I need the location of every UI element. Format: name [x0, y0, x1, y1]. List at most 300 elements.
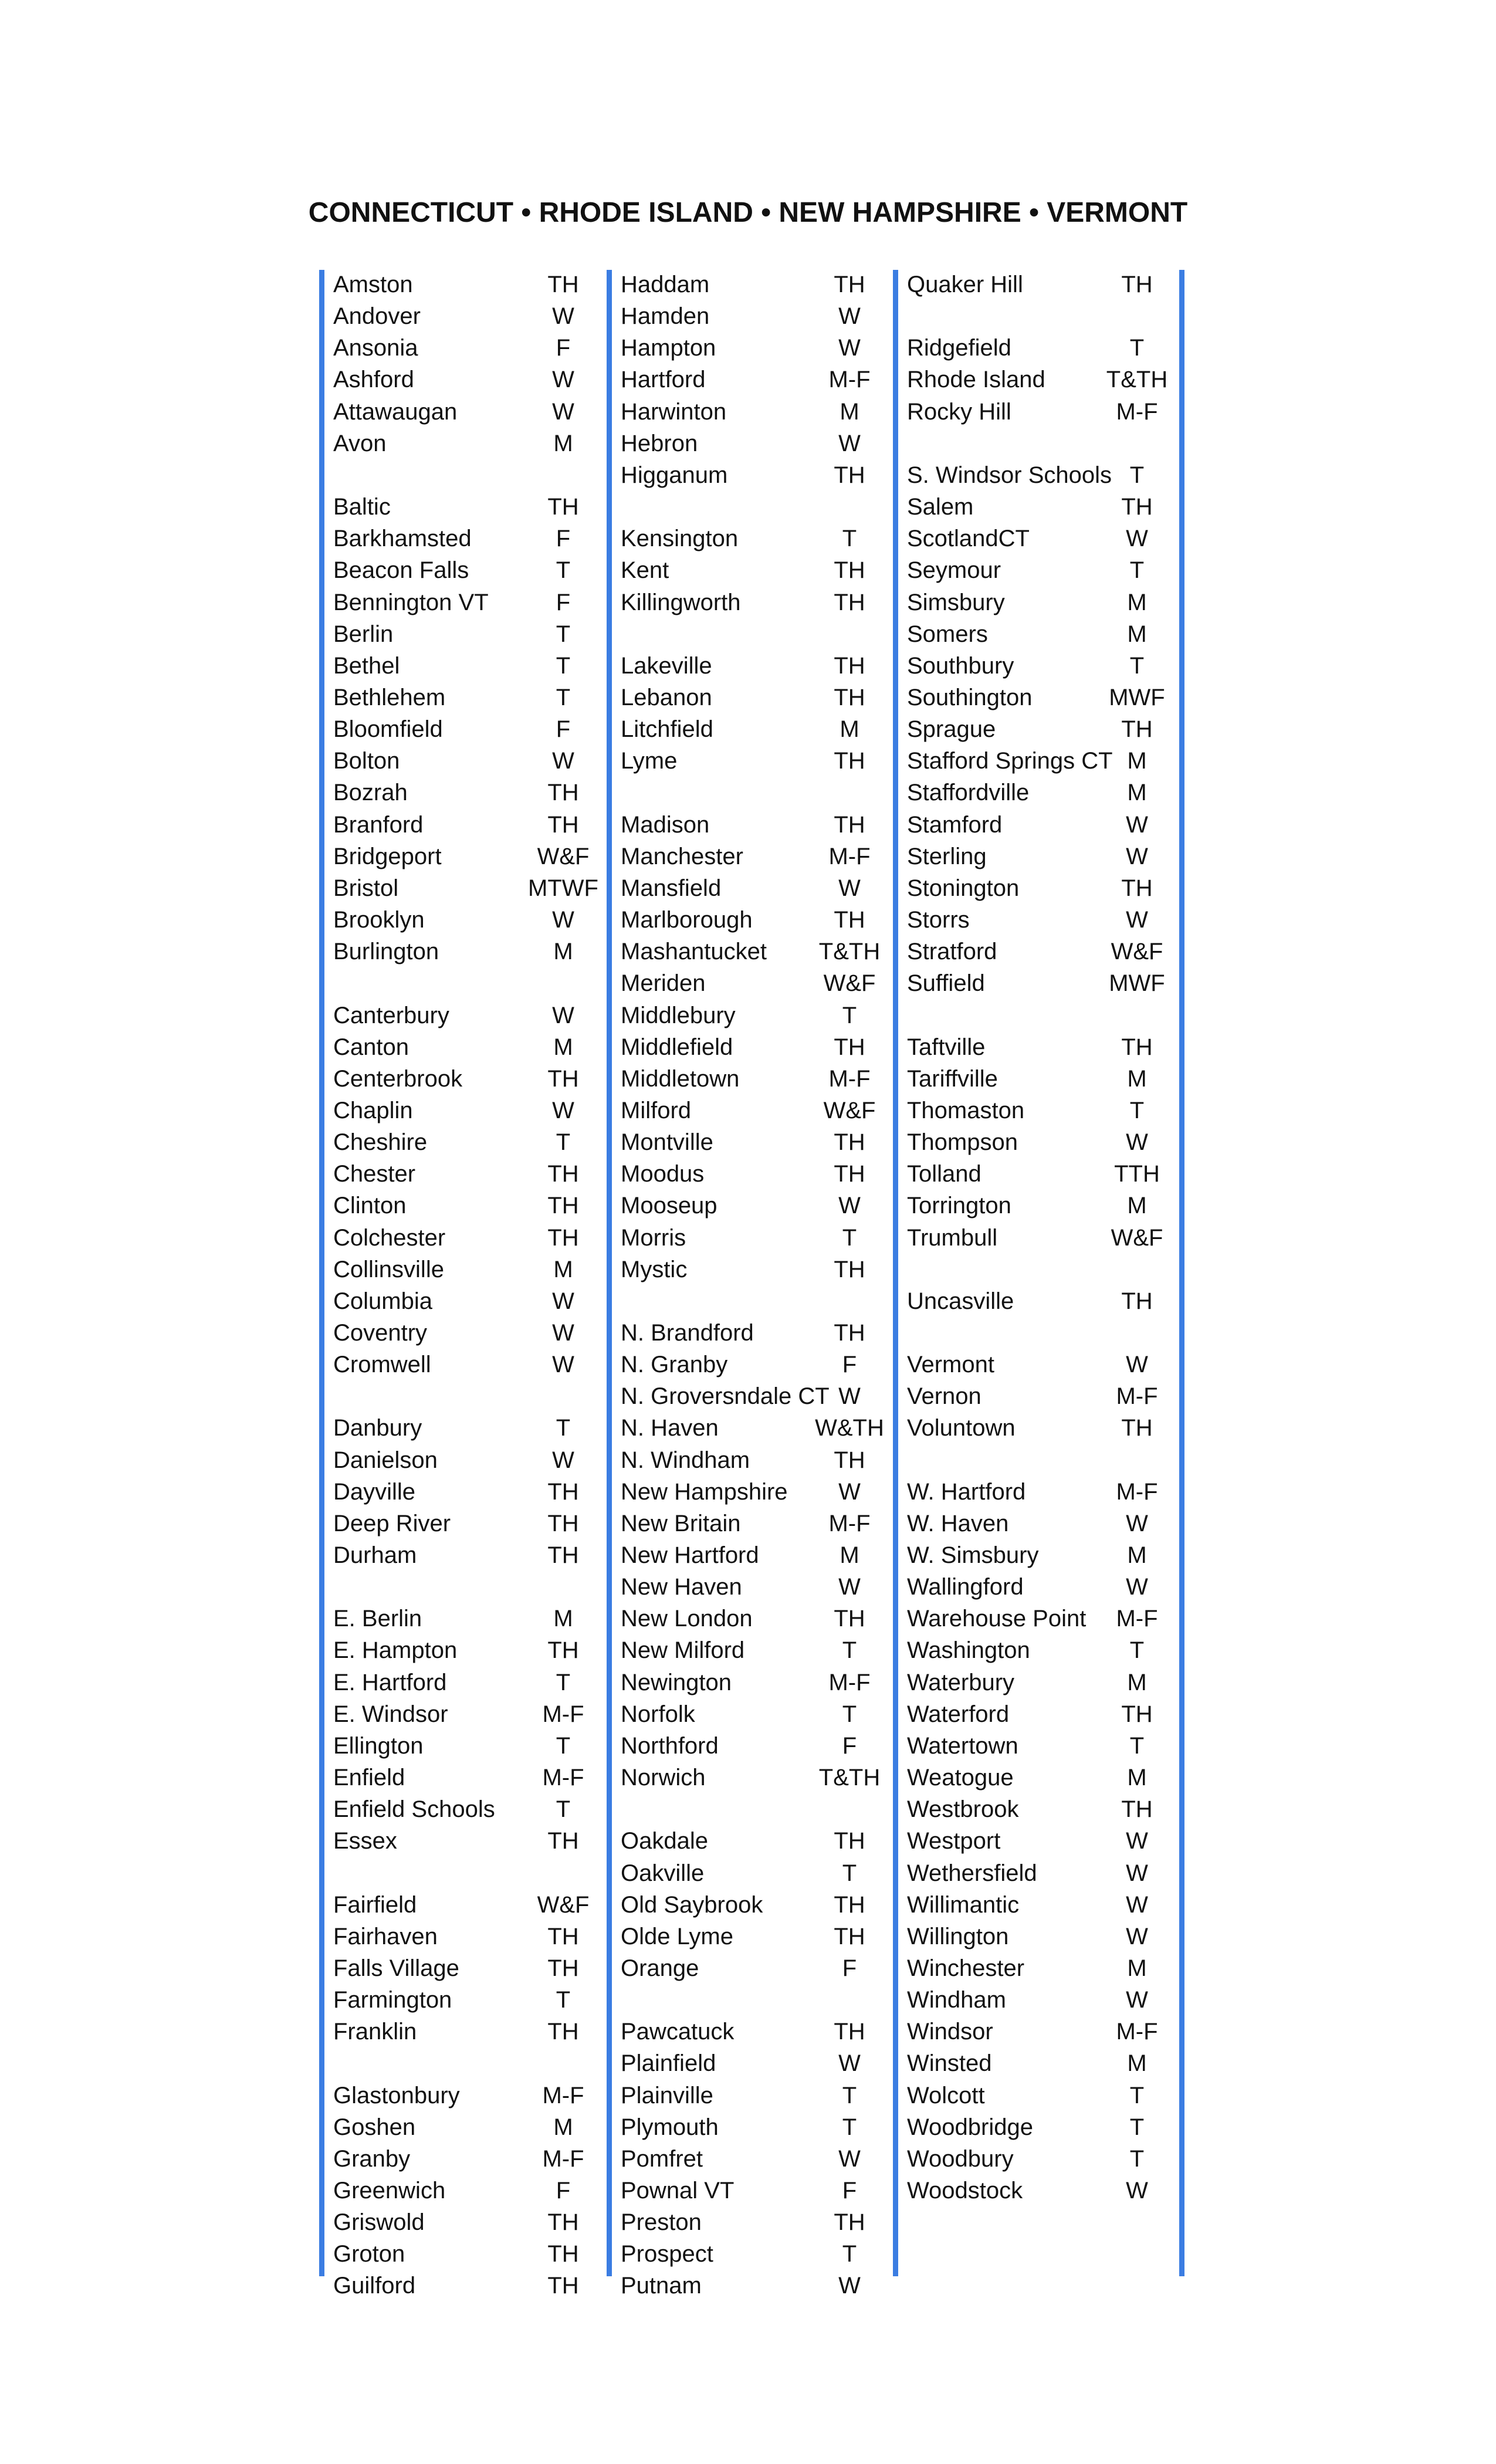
list-spacer: [907, 1254, 1171, 1285]
list-spacer: [621, 1793, 885, 1825]
list-item: [333, 1698, 597, 1730]
service-days: TTH: [1114, 1161, 1160, 1187]
service-days: TH: [834, 1129, 865, 1155]
list-item: [333, 1539, 597, 1571]
town-name: Marlborough: [621, 907, 753, 933]
service-days: W: [552, 1097, 574, 1123]
list-item: [621, 300, 885, 332]
service-days: W: [838, 2145, 861, 2172]
town-column-3: [907, 269, 1171, 2275]
service-days: W&F: [537, 843, 590, 869]
service-days: TH: [834, 1891, 865, 1918]
service-days: T: [842, 1002, 857, 1028]
list-item: [621, 2206, 885, 2238]
town-name: Cromwell: [333, 1352, 431, 1378]
service-days: T: [1129, 2145, 1145, 2172]
town-name: Columbia: [333, 1288, 432, 1314]
service-days: TH: [547, 1065, 579, 1092]
service-days: T: [556, 1796, 571, 1823]
town-name: Westbrook: [907, 1796, 1019, 1823]
list-item: [621, 713, 885, 745]
service-days: W: [552, 1288, 574, 1314]
service-days: W: [838, 1193, 861, 1219]
service-days: W: [1126, 1510, 1148, 1536]
service-days: TH: [834, 589, 865, 615]
town-name: Falls Village: [333, 1955, 459, 1981]
list-item: [621, 1667, 885, 1698]
list-item: [621, 364, 885, 395]
town-name: Coventry: [333, 1320, 428, 1346]
town-name: E. Windsor: [333, 1701, 448, 1727]
town-name: Oakville: [621, 1860, 705, 1886]
service-days: TH: [834, 462, 865, 488]
town-name: Kensington: [621, 526, 739, 552]
town-name: Enfield Schools: [333, 1796, 495, 1823]
list-item: [333, 1762, 597, 1793]
town-name: Tolland: [907, 1161, 981, 1187]
town-name: Olde Lyme: [621, 1923, 733, 1949]
list-item: [333, 269, 597, 300]
list-item: [333, 1349, 597, 1380]
town-name: Colchester: [333, 1224, 446, 1251]
town-name: Washington: [907, 1637, 1030, 1664]
town-name: Old Saybrook: [621, 1891, 763, 1918]
service-days: M: [1127, 621, 1147, 647]
service-days: TH: [547, 1637, 579, 1664]
service-days: TH: [547, 1161, 579, 1187]
service-days: W: [1126, 1352, 1148, 1378]
service-days: W: [552, 1352, 574, 1378]
list-item: [621, 1031, 885, 1063]
town-name: Pownal VT: [621, 2178, 735, 2204]
list-item: [621, 2143, 885, 2175]
list-spacer: [621, 777, 885, 808]
list-item: [333, 777, 597, 808]
list-item: [621, 1825, 885, 1857]
town-name: Bloomfield: [333, 716, 443, 743]
service-days: M-F: [542, 1765, 584, 1791]
list-item: [621, 1603, 885, 1634]
town-name: Vermont: [907, 1352, 994, 1378]
service-days: W: [552, 907, 574, 933]
list-spacer: [333, 1571, 597, 1603]
service-days: TH: [834, 1256, 865, 1282]
service-days: TH: [547, 2241, 579, 2267]
service-days: T: [1129, 652, 1145, 679]
list-item: [333, 1476, 597, 1508]
service-days: TH: [547, 811, 579, 838]
town-name: Mashantucket: [621, 939, 767, 965]
list-item: [621, 1158, 885, 1190]
town-name: Greenwich: [333, 2178, 446, 2204]
list-spacer: [907, 428, 1171, 459]
list-item: [333, 396, 597, 428]
town-name: Preston: [621, 2209, 702, 2236]
service-days: TH: [834, 557, 865, 584]
service-days: M-F: [1116, 1478, 1158, 1505]
service-days: W: [552, 1002, 574, 1028]
town-name: Norfolk: [621, 1701, 695, 1727]
service-days: W: [838, 875, 861, 901]
service-days: T: [1129, 1637, 1145, 1664]
list-item: [333, 2238, 597, 2270]
service-days: TH: [547, 272, 579, 297]
town-name: Vernon: [907, 1383, 981, 1410]
service-days: M-F: [828, 367, 871, 393]
list-item: [907, 459, 1171, 491]
town-name: Plymouth: [621, 2114, 719, 2140]
list-item: [621, 1126, 885, 1158]
town-name: E. Berlin: [333, 1606, 422, 1632]
service-days: TH: [1121, 1288, 1153, 1314]
town-name: Canton: [333, 1034, 409, 1060]
service-days: TH: [547, 494, 579, 520]
list-item: [621, 1095, 885, 1126]
service-days: W: [552, 1447, 574, 1473]
list-item: [907, 364, 1171, 395]
town-name: Milford: [621, 1097, 692, 1123]
service-days: W: [1126, 1860, 1148, 1886]
town-name: Orange: [621, 1955, 699, 1981]
service-days: T: [556, 557, 571, 584]
service-days: T&TH: [1106, 367, 1168, 393]
list-item: [907, 872, 1171, 904]
town-name: Trumbull: [907, 1224, 998, 1251]
page-title: CONNECTICUT • RHODE ISLAND • NEW HAMPSHIRE • VERMONT: [308, 197, 1188, 228]
service-days: T: [1129, 2082, 1145, 2108]
town-name: Staffordville: [907, 780, 1030, 806]
town-name: Glastonbury: [333, 2082, 460, 2108]
town-name: Manchester: [621, 843, 743, 869]
service-days: M: [840, 398, 859, 425]
list-item: [333, 2111, 597, 2143]
service-days: T: [556, 1415, 571, 1441]
town-name: Brooklyn: [333, 907, 425, 933]
town-name: Stonington: [907, 875, 1020, 901]
town-name: Wolcott: [907, 2082, 985, 2108]
list-item: [907, 2111, 1171, 2143]
list-item: [333, 2175, 597, 2206]
town-name: Branford: [333, 811, 424, 838]
list-item: [333, 1000, 597, 1031]
list-item: [907, 1539, 1171, 1571]
town-name: Granby: [333, 2145, 411, 2172]
service-days: M-F: [828, 1065, 871, 1092]
service-days: M: [1127, 780, 1147, 806]
service-days: W: [1126, 1987, 1148, 2013]
list-item: [621, 1539, 885, 1571]
list-item: [621, 428, 885, 459]
town-name: N. Granby: [621, 1352, 728, 1378]
town-name: Bridgeport: [333, 843, 442, 869]
service-days: MWF: [1109, 684, 1165, 710]
town-name: Centerbrook: [333, 1065, 463, 1092]
town-name: Pomfret: [621, 2145, 703, 2172]
list-item: [621, 587, 885, 618]
list-item: [907, 2016, 1171, 2047]
service-days: TH: [1121, 1701, 1153, 1727]
town-name: Warehouse Point: [907, 1606, 1087, 1632]
town-name: Fairhaven: [333, 1923, 438, 1949]
service-days: TH: [1121, 1796, 1153, 1823]
service-days: M: [1127, 1669, 1147, 1695]
list-spacer: [333, 2047, 597, 2079]
town-name: Suffield: [907, 970, 985, 997]
service-days: T&TH: [818, 1765, 881, 1791]
list-item: [621, 1063, 885, 1095]
list-item: [333, 1793, 597, 1825]
town-name: Berlin: [333, 621, 394, 647]
list-item: [333, 1984, 597, 2016]
service-days: F: [556, 589, 571, 615]
service-days: TH: [547, 2209, 579, 2236]
list-spacer: [621, 1984, 885, 2016]
town-name: Attawaugan: [333, 398, 458, 425]
list-item: [907, 1349, 1171, 1380]
list-item: [333, 332, 597, 364]
list-spacer: [907, 300, 1171, 332]
list-item: [907, 1857, 1171, 1889]
list-item: [907, 1889, 1171, 1921]
town-name: Lakeville: [621, 652, 712, 679]
service-days: M-F: [1116, 398, 1158, 425]
town-column-1: [333, 269, 598, 2299]
list-item: [621, 459, 885, 491]
service-days: T: [556, 1669, 571, 1695]
service-days: M: [1127, 1765, 1147, 1791]
town-name: Mooseup: [621, 1193, 717, 1219]
list-item: [907, 1762, 1171, 1793]
service-days: TH: [834, 748, 865, 774]
service-days: T: [1129, 335, 1145, 361]
service-days: T&TH: [818, 939, 881, 965]
service-days: M: [1127, 1193, 1147, 1219]
list-item: [333, 364, 597, 395]
service-days: TH: [834, 1923, 865, 1949]
service-days: W: [838, 335, 861, 361]
list-item: [621, 332, 885, 364]
list-item: [907, 2080, 1171, 2111]
town-name: New Britain: [621, 1510, 741, 1536]
town-name: Wethersfield: [907, 1860, 1037, 1886]
town-name: Rocky Hill: [907, 398, 1011, 425]
list-item: [907, 491, 1171, 523]
service-days: TH: [834, 907, 865, 933]
service-days: T: [556, 1732, 571, 1759]
service-days: F: [842, 1955, 857, 1981]
list-item: [621, 1730, 885, 1762]
service-days: M: [1127, 1542, 1147, 1568]
list-item: [333, 428, 597, 459]
town-name: Torrington: [907, 1193, 1011, 1219]
service-days: F: [556, 716, 571, 743]
list-item: [907, 1380, 1171, 1412]
service-days: W: [1126, 526, 1148, 552]
service-days: W&F: [1111, 1224, 1163, 1251]
service-days: F: [556, 335, 571, 361]
column-divider-left: [319, 270, 324, 2276]
town-column-2: [621, 269, 885, 2299]
town-name: Willington: [907, 1923, 1009, 1949]
list-item: [333, 2206, 597, 2238]
service-days: T: [842, 1860, 857, 1886]
town-name: Westport: [907, 1828, 1001, 1854]
service-days: M-F: [828, 1669, 871, 1695]
list-item: [621, 2238, 885, 2270]
town-name: Stamford: [907, 811, 1003, 838]
service-days: F: [842, 2178, 857, 2204]
town-name: Waterbury: [907, 1669, 1015, 1695]
town-name: Bristol: [333, 875, 399, 901]
list-item: [621, 2175, 885, 2206]
service-days: MWF: [1109, 970, 1165, 997]
town-name: Goshen: [333, 2114, 416, 2140]
service-days: W: [1126, 1923, 1148, 1949]
list-item: [907, 1190, 1171, 1221]
list-item: [333, 713, 597, 745]
town-name: Bennington VT: [333, 589, 489, 615]
list-item: [621, 936, 885, 967]
service-days: M: [840, 1542, 859, 1568]
list-item: [621, 1317, 885, 1349]
town-name: Woodstock: [907, 2178, 1023, 2204]
town-name: Deep River: [333, 1510, 451, 1536]
list-item: [621, 2111, 885, 2143]
town-name: New Haven: [621, 1574, 742, 1600]
list-item: [333, 1444, 597, 1476]
service-days: MTWF: [528, 875, 598, 901]
town-name: Farmington: [333, 1987, 452, 2013]
service-days: W: [1126, 1129, 1148, 1155]
town-name: Hebron: [621, 430, 698, 456]
town-name: N. Brandford: [621, 1320, 754, 1346]
list-item: [907, 1825, 1171, 1857]
town-name: Plainville: [621, 2082, 713, 2108]
list-item: [333, 904, 597, 936]
list-item: [333, 1285, 597, 1317]
town-name: Ansonia: [333, 335, 418, 361]
list-item: [621, 745, 885, 777]
town-name: Cheshire: [333, 1129, 428, 1155]
list-item: [333, 1603, 597, 1634]
list-item: [333, 1317, 597, 1349]
service-days: M-F: [542, 2145, 584, 2172]
service-days: W: [838, 1574, 861, 1600]
list-item: [621, 2016, 885, 2047]
list-item: [907, 841, 1171, 872]
service-days: W&F: [823, 1097, 876, 1123]
list-item: [907, 1730, 1171, 1762]
service-days: T: [556, 1129, 571, 1155]
town-name: Pawcatuck: [621, 2019, 735, 2045]
service-days: T: [556, 1987, 571, 2013]
town-name: E. Hampton: [333, 1637, 458, 1664]
service-days: TH: [834, 1447, 865, 1473]
list-item: [907, 1952, 1171, 1984]
list-item: [333, 1412, 597, 1444]
service-days: TH: [834, 2019, 865, 2045]
town-name: Windham: [907, 1987, 1006, 2013]
service-days: W: [552, 748, 574, 774]
town-name: New Hampshire: [621, 1478, 788, 1505]
list-item: [333, 1667, 597, 1698]
service-days: F: [842, 1732, 857, 1759]
list-item: [333, 872, 597, 904]
list-item: [333, 2016, 597, 2047]
service-days: TH: [547, 780, 579, 806]
town-name: Simsbury: [907, 589, 1005, 615]
list-item: [621, 1508, 885, 1539]
service-days: M: [553, 939, 573, 965]
town-name: Lebanon: [621, 684, 712, 710]
list-item: [333, 1095, 597, 1126]
town-name: Salem: [907, 494, 974, 520]
list-item: [621, 1952, 885, 1984]
town-name: Lyme: [621, 748, 678, 774]
town-name: Plainfield: [621, 2050, 716, 2077]
list-spacer: [333, 1857, 597, 1889]
list-item: [907, 1698, 1171, 1730]
list-item: [621, 1921, 885, 1952]
list-item: [907, 1063, 1171, 1095]
town-name: Southbury: [907, 652, 1014, 679]
list-item: [333, 1031, 597, 1063]
list-item: [333, 1126, 597, 1158]
town-name: Killingworth: [621, 589, 741, 615]
town-name: Somers: [907, 621, 988, 647]
service-days: M: [553, 1256, 573, 1282]
list-item: [333, 618, 597, 650]
town-name: E. Hartford: [333, 1669, 447, 1695]
list-item: [333, 809, 597, 841]
town-name: Avon: [333, 430, 387, 456]
list-item: [621, 1698, 885, 1730]
list-item: [621, 1857, 885, 1889]
service-days: W: [838, 430, 861, 456]
town-name: Canterbury: [333, 1002, 449, 1028]
list-item: [333, 1889, 597, 1921]
list-item: [907, 1412, 1171, 1444]
service-days: T: [842, 526, 857, 552]
town-name: S. Windsor Schools: [907, 462, 1112, 488]
list-item: [907, 936, 1171, 967]
service-days: T: [842, 1701, 857, 1727]
service-days: TH: [834, 684, 865, 710]
service-days: TH: [834, 1828, 865, 1854]
town-name: Quaker Hill: [907, 272, 1023, 297]
town-name: Bozrah: [333, 780, 408, 806]
list-item: [333, 2270, 597, 2301]
list-item: [333, 1825, 597, 1857]
service-days: M: [553, 2114, 573, 2140]
town-name: Thompson: [907, 1129, 1018, 1155]
list-spacer: [907, 1317, 1171, 1349]
list-item: [333, 491, 597, 523]
list-item: [621, 1254, 885, 1285]
list-item: [907, 1222, 1171, 1254]
list-item: [621, 809, 885, 841]
town-name: N. Windham: [621, 1447, 750, 1473]
list-item: [907, 1984, 1171, 2016]
service-days: T: [1129, 1732, 1145, 1759]
town-name: Middlefield: [621, 1034, 733, 1060]
list-item: [907, 2047, 1171, 2079]
service-days: TH: [834, 1161, 865, 1187]
town-name: N. Haven: [621, 1415, 719, 1441]
list-item: [621, 1571, 885, 1603]
list-item: [621, 396, 885, 428]
service-days: W: [838, 2273, 861, 2299]
